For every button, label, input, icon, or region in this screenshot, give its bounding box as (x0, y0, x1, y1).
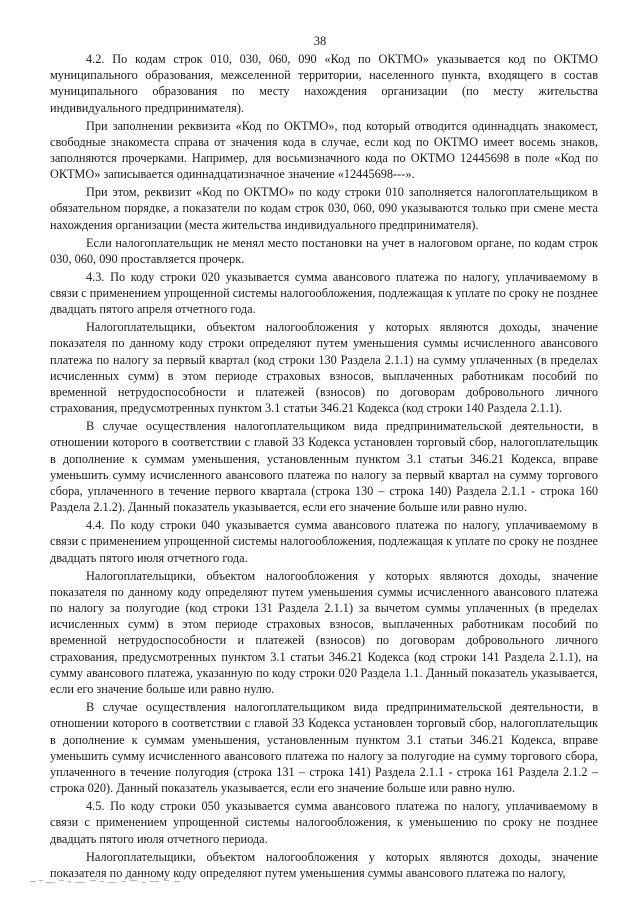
paragraph-4-3-income: Налогоплательщики, объектом налогообложения у которых являются доходы, значение показателя по данному коду строки определяют путем уменьшения суммы исчисленного авансового платежа по налогу за первый квартал (код строки 130 Раздела 2.1.1) на сумму уплаченных (в пределах исчисленных сумм) в этом периоде страховых взносов, выплаченных работникам пособий по временной нетрудоспособности и платежей (взносов) по договорам добровольного личного страхования, предусмотренных пунктом 3.1 статьи 346.21 Кодекса (код строки 140 Раздела 2.1.1). (50, 320, 598, 416)
paragraph-4-4: 4.4. По коду строки 040 указывается сумма авансового платежа по налогу, уплачиваемому в связи с применением упрощенной системы налогообложения, подлежащая к уплате по сроку не позднее двадцать пятого июля отчетного года. (50, 518, 598, 565)
paragraph-oktmo-dash: Если налогоплательщик не менял место постановки на учет в налоговом органе, по кодам строк 030, 060, 090 проставляется прочерк. (50, 235, 598, 266)
paragraph-4-5-income: Налогоплательщики, объектом налогообложения у которых являются доходы, значение показателя по данному коду определяют путем уменьшения суммы авансового платежа по налогу, (50, 849, 598, 880)
paragraph-oktmo-mandatory: При этом, реквизит «Код по ОКТМО» по коду строки 010 заполняется налогоплательщиком в обязательном порядке, а показатели по кодам строк 030, 060, 090 указываются только при смене места нахождения организации (места жительства индивидуального предпринимателя). (50, 185, 598, 232)
scan-artifact (28, 875, 228, 889)
paragraph-4-4-trade-fee: В случае осуществления налогоплательщиком вида предпринимательской деятельности, в отношении которого в соответствии с главой 33 Кодекса установлен торговый сбор, налогоплательщик в дополнение к суммам уменьшения, установленным пунктом 3.1 статьи 346.21 Кодекса, вправе уменьшить сумму исчисленного авансового платежа по налогу за полугодие на сумму торгового сбора, уплаченного в течение полугодия (строка 131 – строка 141) Раздела 2.1.1 - строка 161 Раздела 2.1.2 – строка 020). Данный показатель указывается, если его значение больше или равно нулю. (50, 700, 598, 796)
paragraph-oktmo-filling: При заполнении реквизита «Код по ОКТМО», под который отводится одиннадцать знакомест, свободные знакоместа справа от значения кода в случае, если код по ОКТМО имеет восемь знаков, заполняются прочерками. Например, для восьмизначного кода по ОКТМО 12445698 в поле «Код по ОКТМО» записывается одиннадцатизначное значение «12445698---». (50, 118, 598, 182)
paragraph-4-5: 4.5. По коду строки 050 указывается сумма авансового платежа по налогу, уплачиваемому в связи с применением упрощенной системы налогообложения, к уменьшению по сроку не позднее двадцать пятого июля отчетного периода. (50, 799, 598, 846)
document-body (50, 51, 598, 881)
paragraph-4-3: 4.3. По коду строки 020 указывается сумма авансового платежа по налогу, уплачиваемому в связи с применением упрощенной системы налогообложения, подлежащая к уплате по сроку не позднее двадцать пятого апреля отчетного года. (50, 269, 598, 317)
paragraph-4-3-trade-fee: В случае осуществления налогоплательщиком вида предпринимательской деятельности, в отношении которого в соответствии с главой 33 Кодекса установлен торговый сбор, налогоплательщик в дополнение к суммам уменьшения, установленным пунктом 3.1 статьи 346.21 Кодекса, вправе уменьшить сумму исчисленного авансового платежа по налогу за первый квартал на сумму торгового сбора, уплаченного в течение первого квартала (строка 130 – строка 140) Раздела 2.1.1 - строка 160 Раздела 2.1.2). Данный показатель указывается, если его значение больше или равно нулю. (50, 419, 598, 515)
page-number: 38 (313, 34, 327, 48)
paragraph-4-2: 4.2. По кодам строк 010, 030, 060, 090 «Код по ОКТМО» указывается код по ОКТМО муниципального образования, межселенной территории, населенного пункта, входящего в состав муниципального образования по месту нахождения организации (по месту жительства индивидуального предпринимателя). (50, 52, 598, 115)
paragraph-4-4-income: Налогоплательщики, объектом налогообложения у которых являются доходы, значение показателя по данному коду определяют путем уменьшения суммы исчисленного авансового платежа по налогу за полугодие (код строки 131 Раздела 2.1.1) за вычетом суммы уплаченных (в пределах исчисленных сумм) в этом периоде страховых взносов, выплаченных работникам пособий по временной нетрудоспособности и платежей (взносов) по договорам добровольного личного страхования, предусмотренных пунктом 3.1 статьи 346.21 Кодекса (код строки 141 Раздела 2.1.1), на сумму авансового платежа, указанную по коду строки 020 Раздела 1.1. Данный показатель указывается, если его значение больше или равно нулю. (50, 568, 598, 697)
